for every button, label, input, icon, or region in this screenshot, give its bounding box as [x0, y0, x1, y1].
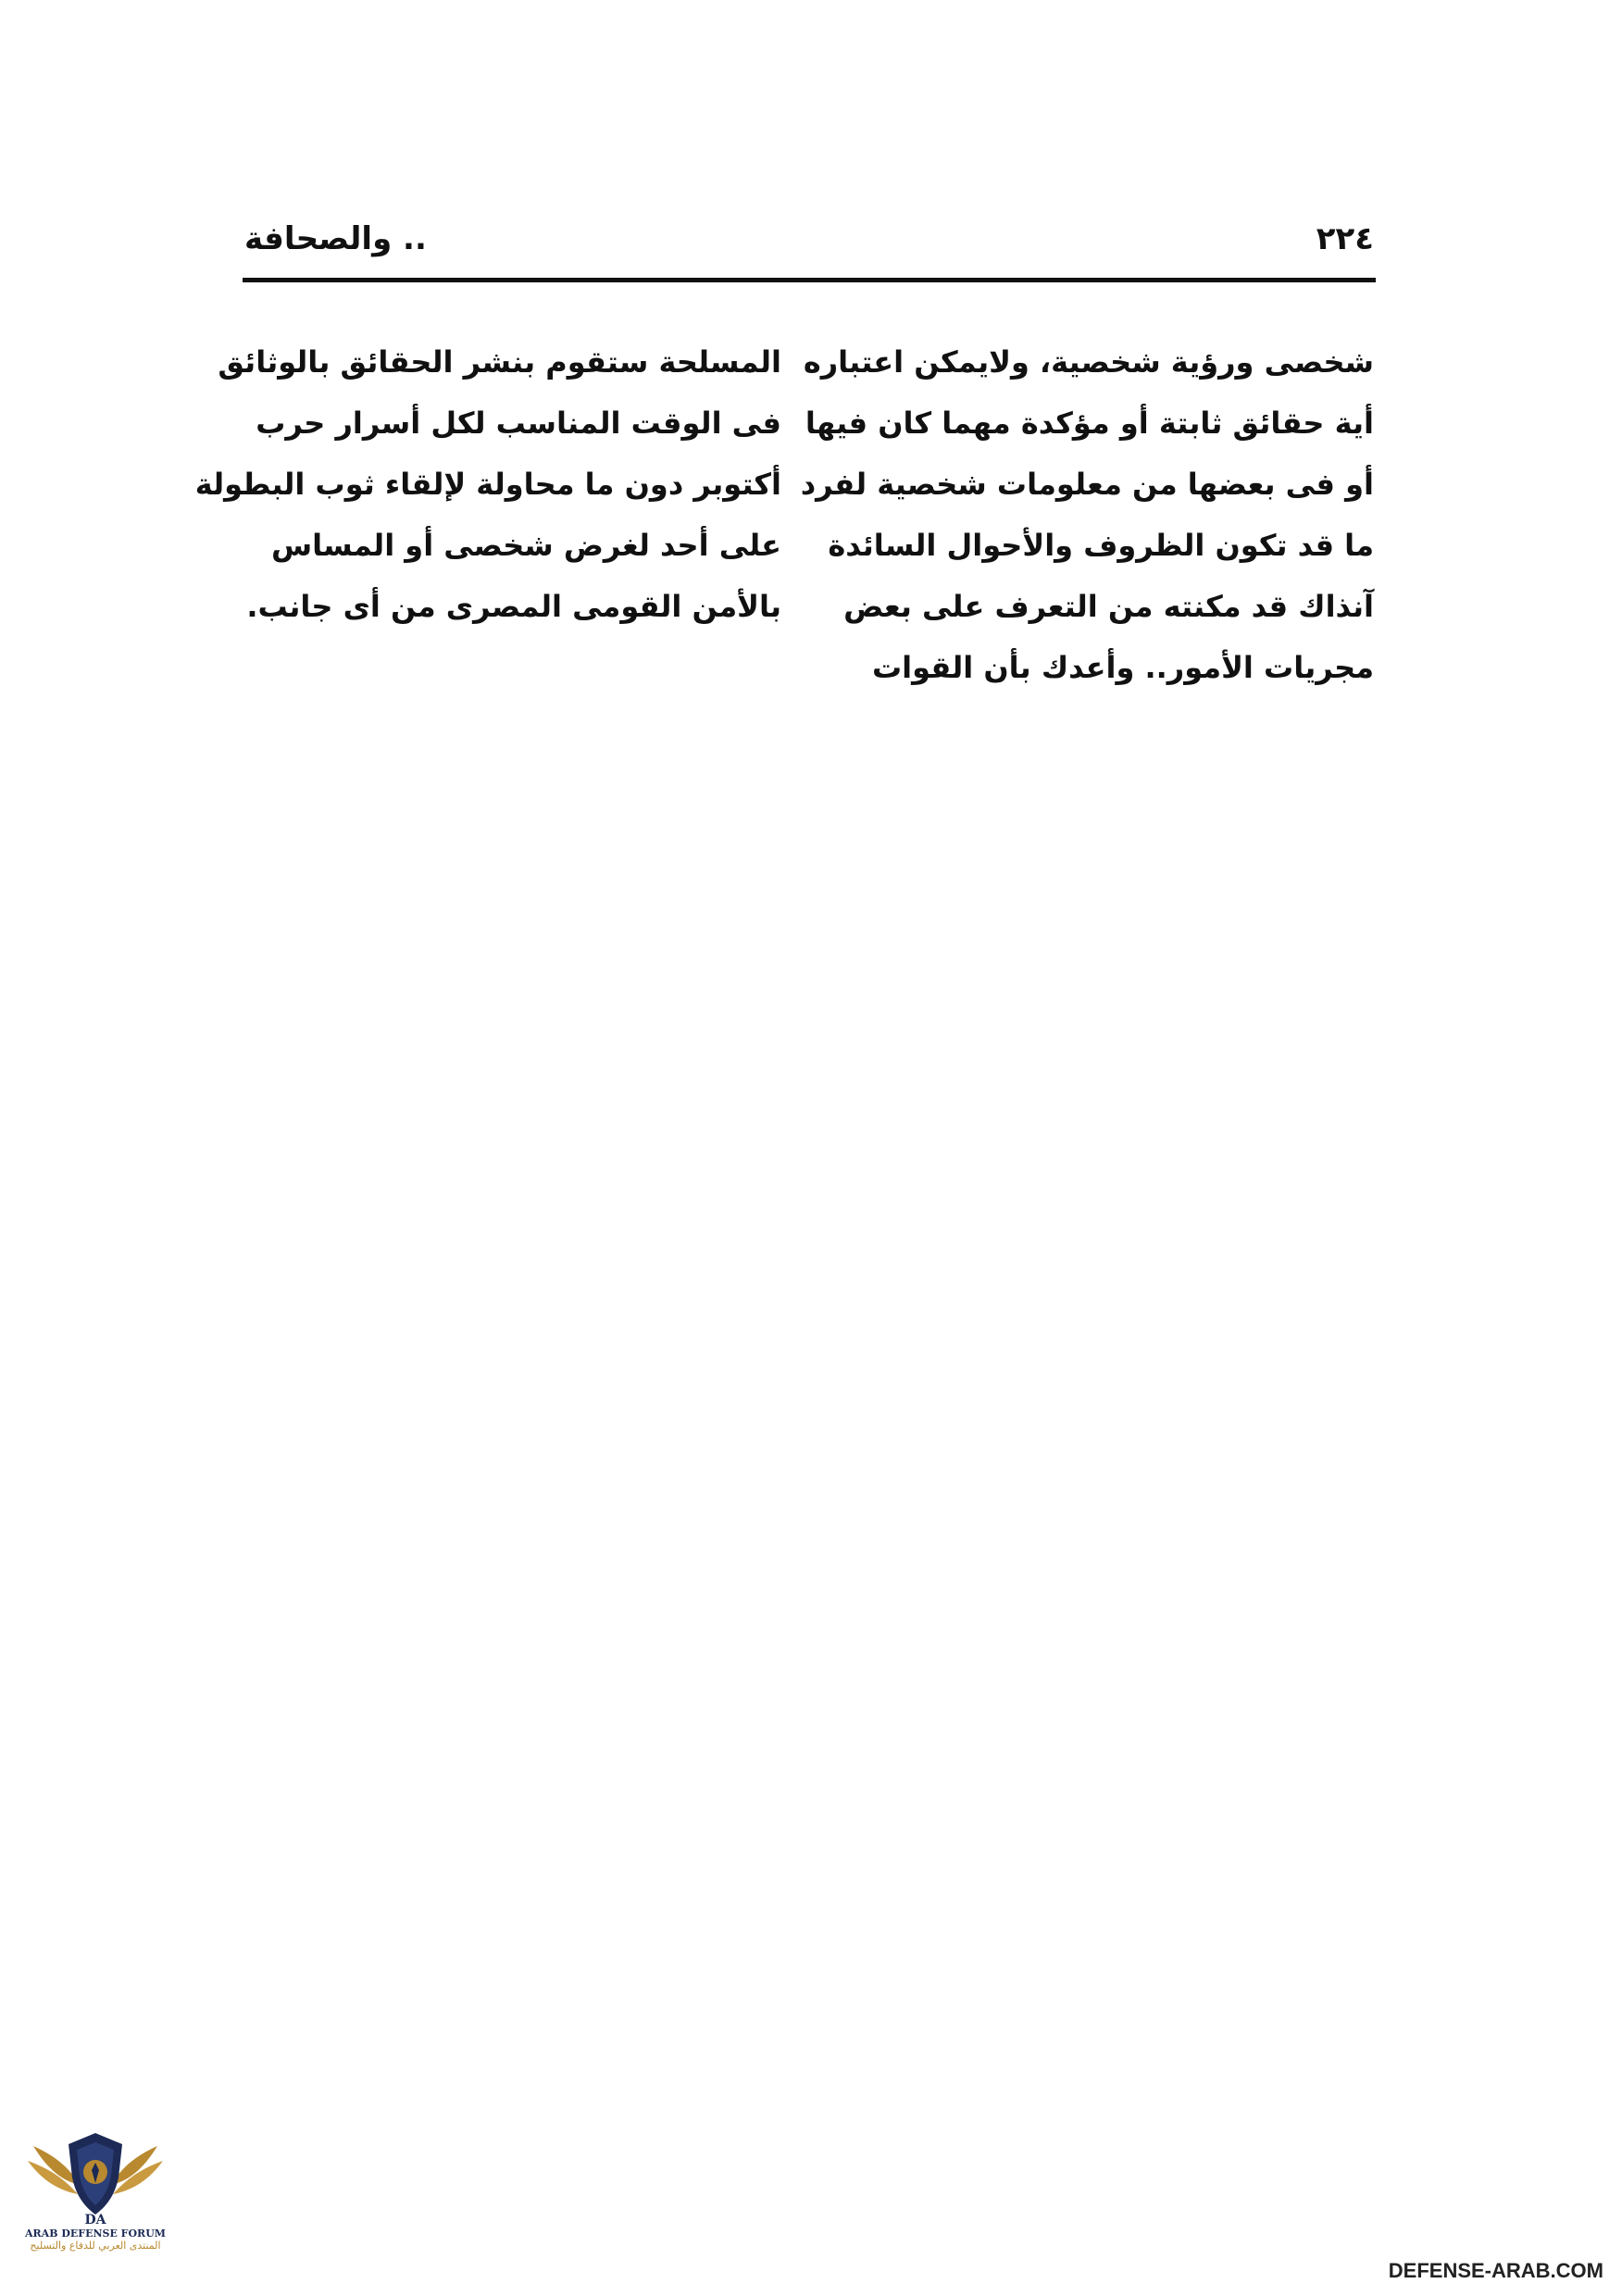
watermark-initials: DA: [84, 2213, 106, 2227]
text-line: أو فى بعضها من معلومات شخصية لفرد: [800, 467, 1374, 502]
text-line: أكتوبر دون ما محاولة لإلقاء ثوب البطولة: [194, 467, 781, 502]
header-rule: [243, 278, 1376, 282]
watermark-forum-name-arabic: المنتدى العربي للدفاع والتسليح: [30, 2240, 161, 2252]
watermark-forum-name: ARAB DEFENSE FORUM: [25, 2227, 166, 2240]
text-column-left: [194, 331, 781, 637]
winged-shield-logo-icon: [26, 2129, 165, 2218]
forum-watermark: [17, 2129, 174, 2287]
text-line: المسلحة ستقوم بنشر الحقائق بالوثائق: [218, 344, 781, 380]
text-line: على أحد لغرض شخصى أو المساس: [270, 528, 781, 563]
site-footer: DEFENSE-ARAB.COM: [1388, 2259, 1603, 2282]
text-line: شخصى ورؤية شخصية، ولايمكن اعتباره: [803, 344, 1374, 380]
text-column-right: [800, 331, 1374, 698]
page-number: ٢٢٤: [1316, 220, 1374, 257]
text-line: فى الوقت المناسب لكل أسرار حرب: [256, 406, 781, 441]
text-line: ما قد تكون الظروف والأحوال السائدة: [828, 528, 1374, 563]
running-head: .. والصحافة: [244, 220, 427, 257]
text-line: أية حقائق ثابتة أو مؤكدة مهما كان فيها: [805, 406, 1374, 441]
text-line: آنذاك قد مكنته من التعرف على بعض: [843, 589, 1374, 624]
page-header: [244, 220, 1374, 276]
text-line: بالأمن القومى المصرى من أى جانب.: [246, 589, 781, 624]
text-line: مجريات الأمور.. وأعدك بأن القوات: [871, 650, 1374, 685]
